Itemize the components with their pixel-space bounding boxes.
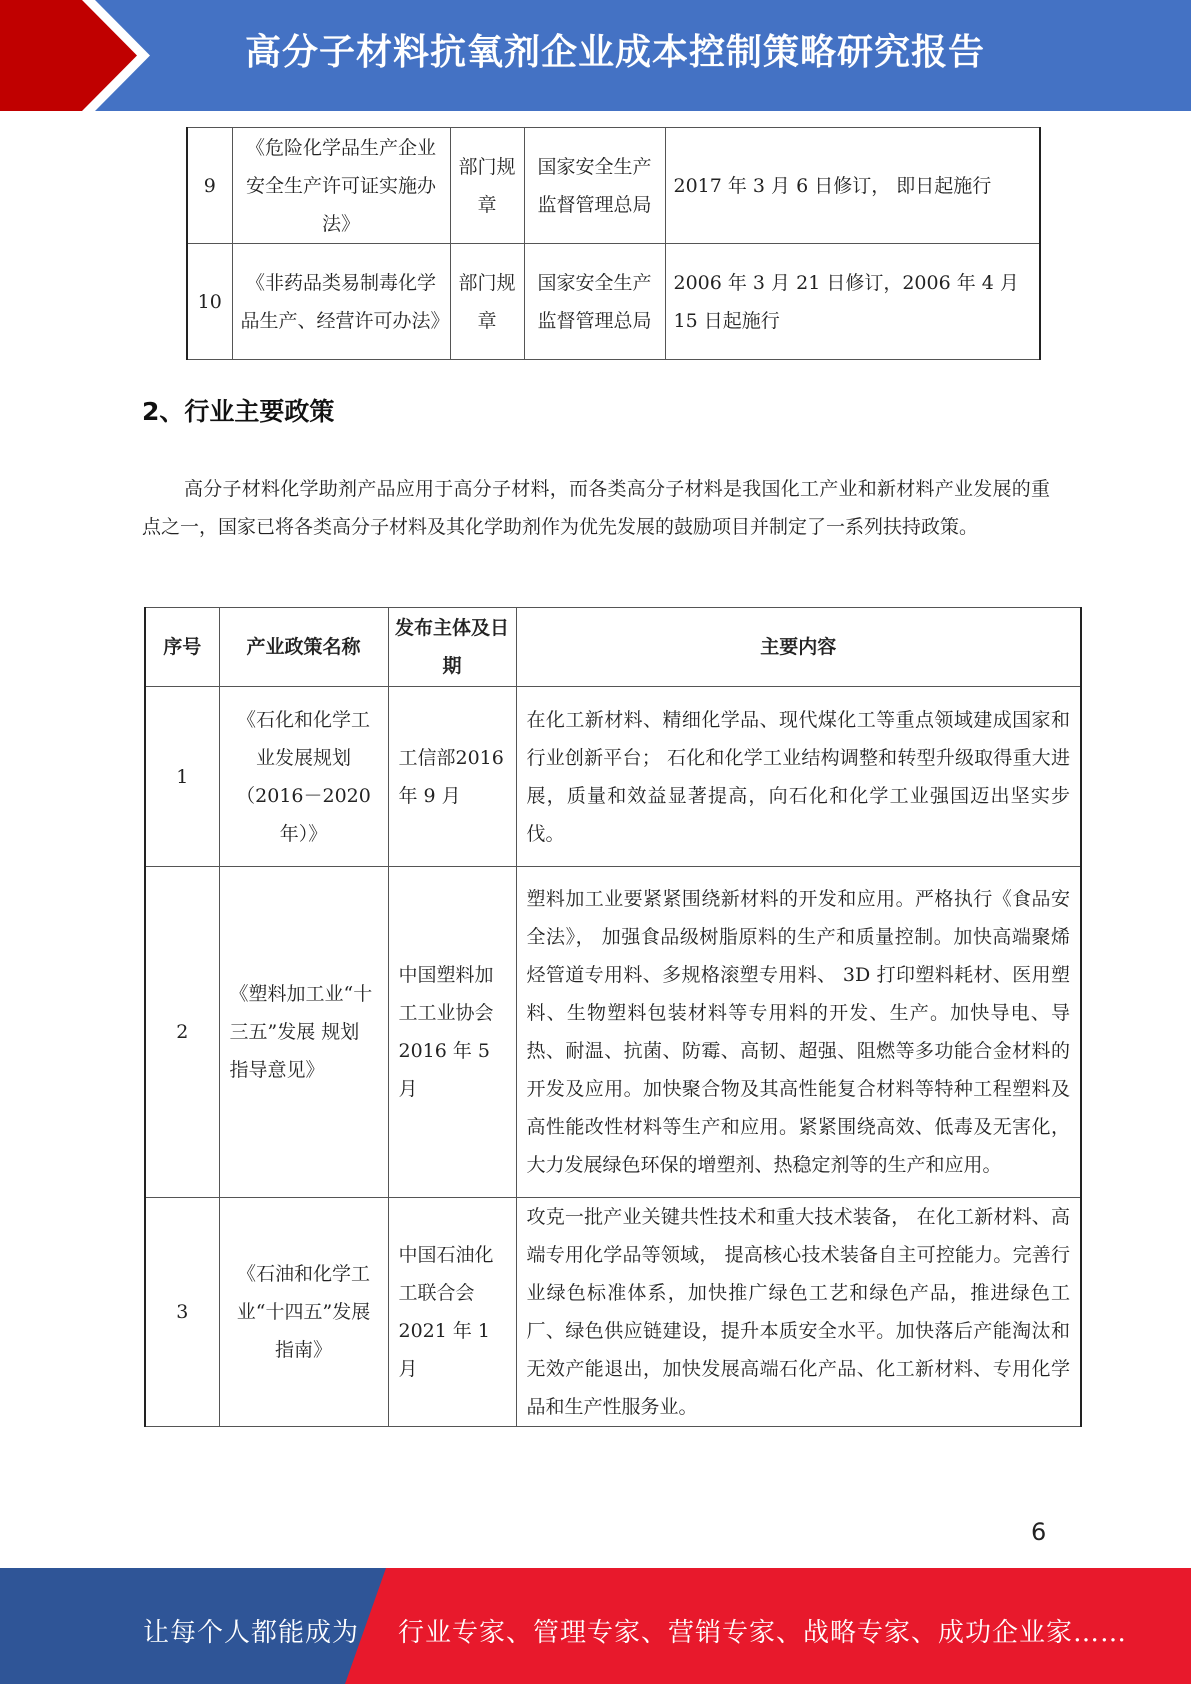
- section-heading: 2、行业主要政策: [142, 397, 335, 426]
- header-arrow-decoration: [0, 0, 160, 111]
- column-header-name: 产业政策名称: [219, 608, 388, 687]
- table-row: [145, 867, 1081, 1198]
- column-header-content: 主要内容: [516, 608, 1081, 687]
- footer-slogan-left: 让每个人都能成为: [143, 1618, 360, 1648]
- policy-issuer: 中国塑料加工工业协会2016 年 5 月: [388, 867, 516, 1198]
- report-title: 高分子材料抗氧剂企业成本控制策略研究报告: [245, 32, 986, 73]
- policy-name: 《石化和化学工业发展规划（2016－2020年）》: [219, 687, 388, 867]
- policy-content: 在化工新材料、精细化学品、现代煤化工等重点领域建成国家和行业创新平台； 石化和化学工业结构调整和转型升级取得重大进展，质量和效益显著提高，向石化和化学工业强国迈出坚实步伐。: [516, 687, 1081, 867]
- policy-issuer: 工信部2016 年 9 月: [388, 687, 516, 867]
- regulations-table: [186, 127, 1041, 360]
- regulation-name: 《非药品类易制毒化学品生产、经营许可办法》: [232, 244, 450, 360]
- row-number: 2: [145, 867, 219, 1198]
- policy-name: 《塑料加工业“十三五”发展 规划指导意见》: [219, 867, 388, 1198]
- column-header-issuer: 发布主体及日期: [388, 608, 516, 687]
- page-number: 6: [1031, 1518, 1047, 1546]
- policy-issuer: 中国石油化工联合会2021 年 1 月: [388, 1198, 516, 1427]
- regulation-date: 2017 年 3 月 6 日修订， 即日起施行: [665, 128, 1040, 244]
- regulation-issuer: 国家安全生产监督管理总局: [524, 128, 665, 244]
- regulation-type: 部门规章: [450, 128, 524, 244]
- column-header-no: 序号: [145, 608, 219, 687]
- table-row: [145, 1198, 1081, 1427]
- table-row: [187, 244, 1040, 360]
- table-row: [187, 128, 1040, 244]
- section-paragraph: 高分子材料化学助剂产品应用于高分子材料，而各类高分子材料是我国化工产业和新材料产业发展的重点之一，国家已将各类高分子材料及其化学助剂作为优先发展的鼓励项目并制定了一系列扶持政策。: [142, 478, 1050, 538]
- policies-table: [144, 607, 1082, 1427]
- regulation-issuer: 国家安全生产监督管理总局: [524, 244, 665, 360]
- regulation-name: 《危险化学品生产企业安全生产许可证实施办法》: [232, 128, 450, 244]
- footer-slogan-right: 行业专家、管理专家、营销专家、战略专家、成功企业家……: [398, 1618, 1128, 1648]
- page-header: [0, 0, 1191, 111]
- policy-content: 攻克一批产业关键共性技术和重大技术装备， 在化工新材料、高端专用化学品等领域， 提高核心技术装备自主可控能力。完善行业绿色标准体系，加快推广绿色工艺和绿色产品，推进绿色工厂、绿色供应链建设，提升本质安全水平。加快落后产能淘汰和无效产能退出，加快发展高端石化产品、化工新材料、专用化学品和生产性服务业。: [516, 1198, 1081, 1427]
- row-number: 10: [187, 244, 232, 360]
- regulation-date: 2006 年 3 月 21 日修订，2006 年 4 月 15 日起施行: [665, 244, 1040, 360]
- policy-content: 塑料加工业要紧紧围绕新材料的开发和应用。严格执行《食品安全法》， 加强食品级树脂原料的生产和质量控制。加快高端聚烯烃管道专用料、多规格滚塑专用料、 3D 打印塑料耗材、医用塑料、生物塑料包装材料等专用料的开发、生产。加快导电、导热、耐温、抗菌、防霉、高韧、超强、阻燃等多功能合金材料的开发及应用。加快聚合物及其高性能复合材料等特种工程塑料及高性能改性材料等生产和应用。紧紧围绕高效、低毒及无害化，大力发展绿色环保的增塑剂、热稳定剂等的生产和应用。: [516, 867, 1081, 1198]
- table-header-row: [145, 608, 1081, 687]
- table-row: [145, 687, 1081, 867]
- row-number: 9: [187, 128, 232, 244]
- regulation-type: 部门规章: [450, 244, 524, 360]
- row-number: 3: [145, 1198, 219, 1427]
- policy-name: 《石油和化学工业“十四五”发展指南》: [219, 1198, 388, 1427]
- row-number: 1: [145, 687, 219, 867]
